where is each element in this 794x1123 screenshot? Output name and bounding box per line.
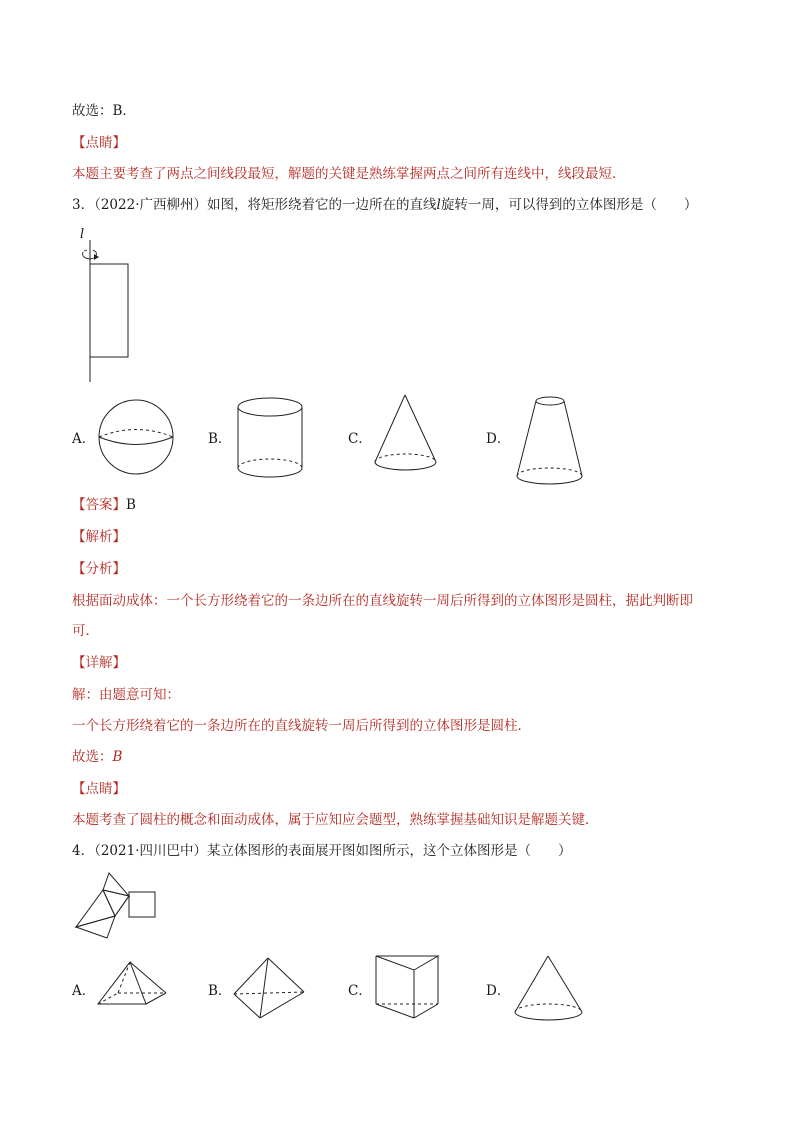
q4-option-c-label: C．	[348, 983, 372, 999]
frustum-icon	[514, 396, 586, 488]
q3-fenxi-tag: 【分析】	[72, 561, 126, 577]
q3-answer: B	[126, 497, 136, 513]
cone-icon	[372, 394, 442, 476]
q3-comment-tag: 【点睛】	[72, 781, 126, 797]
q2-answer: 故选：B．	[72, 103, 136, 119]
q3-rectangle-rotation-figure	[70, 240, 140, 385]
q3-detail-tag: 【详解】	[72, 655, 126, 671]
cone-icon	[512, 954, 588, 1026]
pyramid-icon	[232, 956, 308, 1022]
q3-fenxi-line2: 可．	[72, 623, 99, 639]
q4-stem: 4．（2021·四川巴中）某立体图形的表面展开图如图所示，这个立体图形是（ ）	[72, 843, 572, 859]
q3-option-d-label: D．	[486, 431, 511, 447]
q3-answer-tag: 【答案】	[72, 497, 126, 513]
q3-choose-answer: B	[112, 749, 123, 765]
q3-fenxi-line1: 根据面动成体：一个长方形绕着它的一条边所在的直线旋转一周后所得到的立体图形是圆柱，据此判断即	[72, 593, 693, 609]
q3-analysis-tag: 【解析】	[72, 529, 126, 545]
q2-comment: 本题主要考查了两点之间线段最短，解题的关键是熟练掌握两点之间所有连线中，线段最短．	[72, 166, 626, 182]
q3-stem-var: l	[436, 197, 441, 213]
q3-choose-prefix: 故选：	[72, 749, 113, 765]
q3-detail-line1: 解：由题意可知：	[72, 687, 180, 703]
q3-stem-suffix: 旋转一周，可以得到的立体图形是（ ）	[440, 197, 698, 213]
q2-comment-tag: 【点睛】	[72, 135, 126, 151]
q3-choose-line	[72, 748, 122, 766]
q4-net-figure	[74, 872, 164, 942]
q3-stem-prefix: 3．（2022·广西柳州）如图，将矩形绕着它的一边所在的直线	[72, 197, 437, 213]
q3-stem	[72, 196, 697, 214]
triangular-prism-icon	[372, 954, 440, 1022]
q3-answer-line	[72, 496, 136, 514]
q3-option-b-label: B．	[208, 431, 232, 447]
square-pyramid-icon	[96, 960, 170, 1008]
q4-option-b-label: B．	[208, 983, 232, 999]
q3-option-c-label: C．	[348, 431, 372, 447]
q3-figure-label: l	[80, 227, 85, 242]
q3-comment: 本题考查了圆柱的概念和面动成体，属于应知应会题型，熟练掌握基础知识是解题关键．	[72, 812, 599, 828]
q4-option-a-label: A．	[72, 983, 96, 999]
cylinder-icon	[236, 396, 308, 482]
sphere-icon	[98, 400, 178, 476]
q3-option-a-label: A．	[72, 431, 96, 447]
q4-option-d-label: D．	[486, 983, 511, 999]
q3-detail-line2: 一个长方形绕着它的一条边所在的直线旋转一周后所得到的立体图形是圆柱．	[72, 718, 531, 734]
